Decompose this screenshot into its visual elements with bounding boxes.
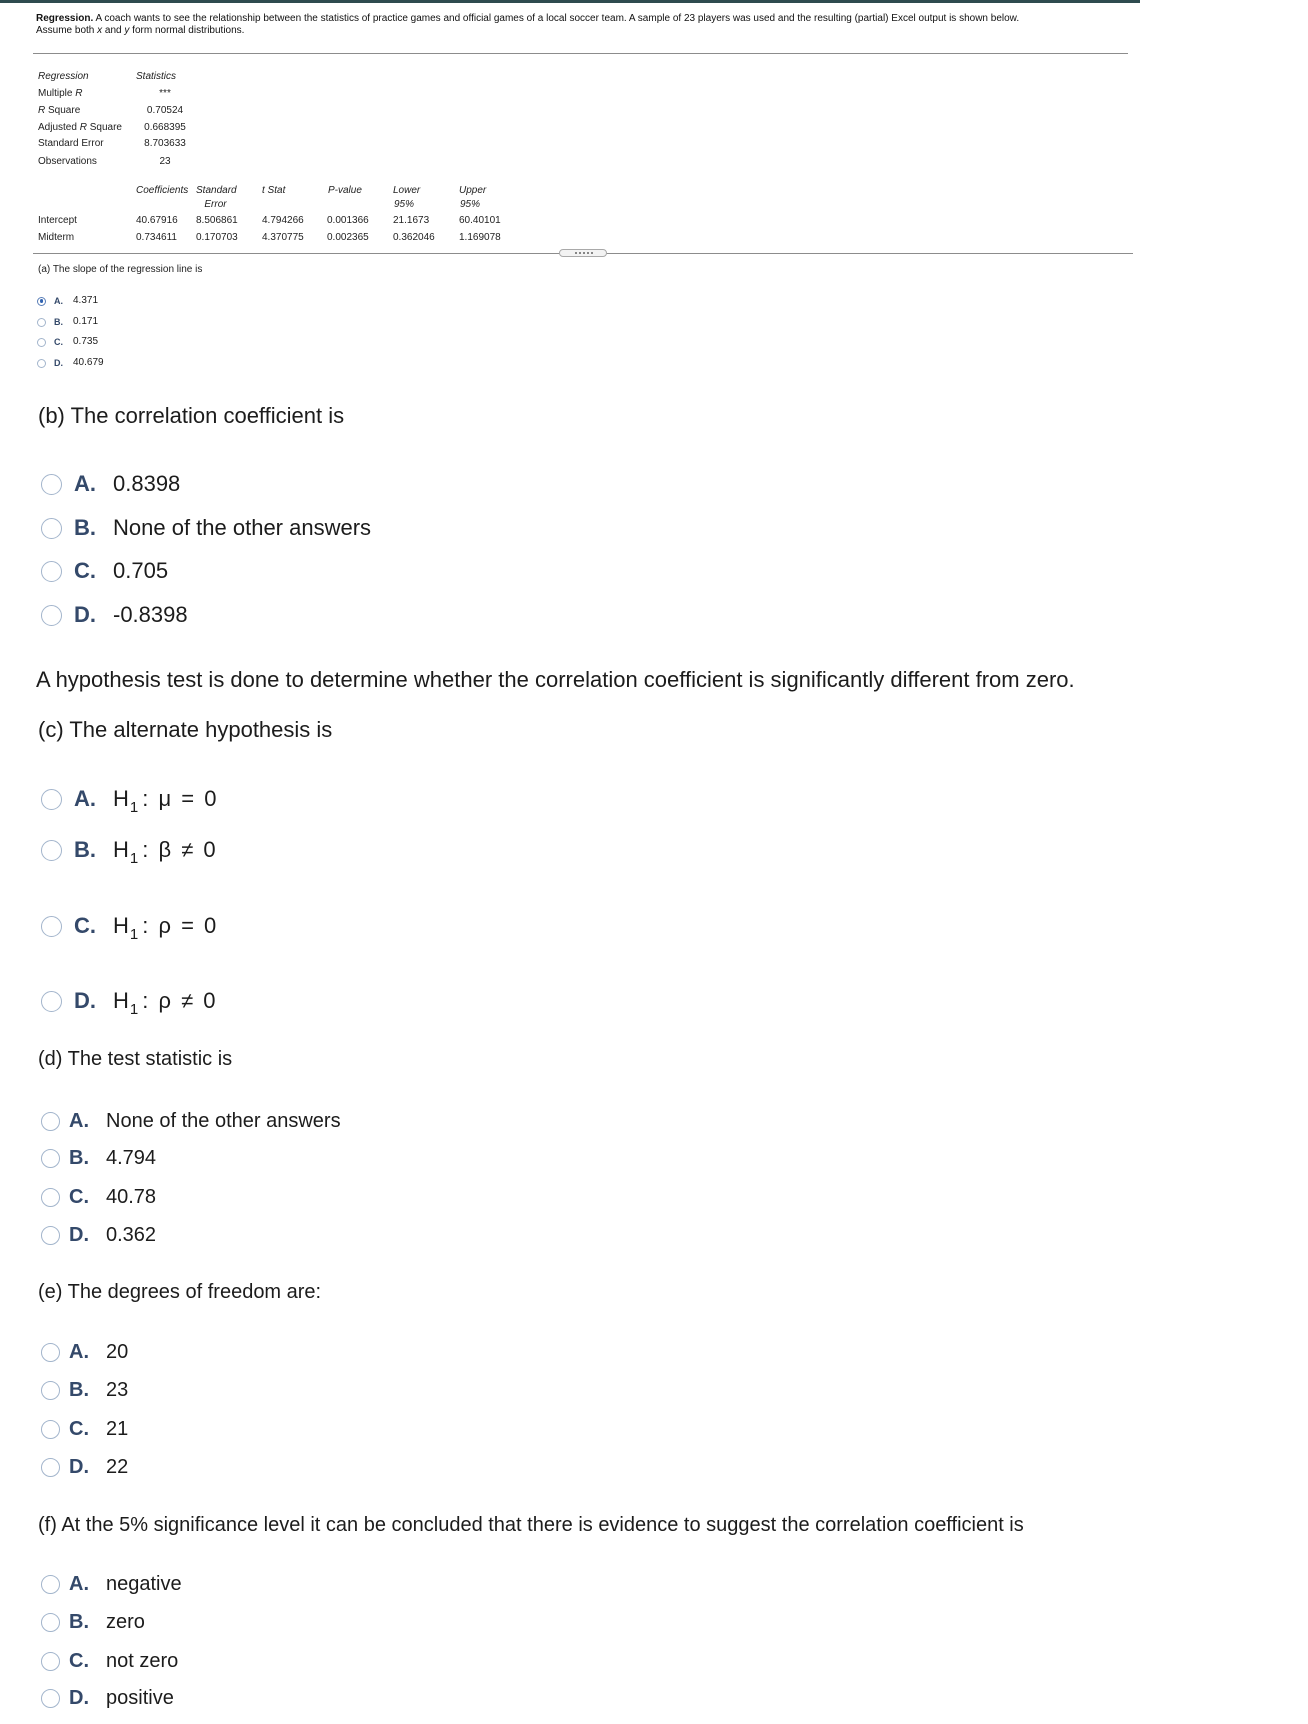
hypothesis-subscript: 1 <box>129 850 139 867</box>
table-cell: 40.67916 <box>136 215 178 226</box>
label-text: Multiple <box>38 88 76 99</box>
reg-stats-header-right: Statistics <box>136 71 177 82</box>
table-cell: 0.001366 <box>327 215 369 226</box>
radio-button[interactable] <box>37 359 46 368</box>
question-a-prompt: (a) The slope of the regression line is <box>38 264 203 275</box>
reg-stats-value-standard-error: 8.703633 <box>144 138 186 149</box>
option-hypothesis <box>113 784 216 817</box>
reg-stats-value-multiple-r: *** <box>159 88 171 99</box>
radio-button[interactable] <box>41 1226 60 1245</box>
option-text: 0.705 <box>113 558 169 583</box>
question-f-option-d[interactable] <box>0 1684 760 1712</box>
radio-button[interactable] <box>41 1575 60 1594</box>
question-f-prompt: (f) At the 5% significance level it can be concluded that there is evidence to suggest the correlation coefficient is <box>38 1514 1024 1536</box>
option-letter: A. <box>74 786 96 811</box>
option-letter: C. <box>54 337 63 347</box>
top-accent-bar <box>0 0 1140 3</box>
reg-stats-value-r-square: 0.70524 <box>146 105 184 116</box>
question-d-option-d[interactable] <box>0 1221 760 1249</box>
hypothesis-symbol: H <box>113 837 129 862</box>
reg-stats-label-adjusted-r-square <box>38 122 122 134</box>
col-header-upper-95: Upper <box>459 185 487 196</box>
option-letter: C. <box>69 1418 89 1440</box>
intro-text: form normal distributions. <box>129 25 245 36</box>
question-c-option-d[interactable] <box>0 986 760 1016</box>
option-letter: C. <box>74 913 96 938</box>
question-e-option-d[interactable] <box>0 1453 760 1481</box>
option-letter: A. <box>54 296 63 306</box>
option-letter: A. <box>69 1341 89 1363</box>
radio-button[interactable] <box>41 1652 60 1671</box>
table-cell: 0.362046 <box>393 232 435 243</box>
label-text: Square <box>86 122 122 133</box>
expand-toggle-button[interactable] <box>559 249 607 257</box>
radio-button[interactable] <box>41 916 62 937</box>
option-text: positive <box>106 1687 174 1709</box>
label-text: Adjusted <box>38 122 80 133</box>
more-dots-icon <box>574 252 594 254</box>
col-header-lower-95-line2: 95% <box>394 199 415 210</box>
label-text: R <box>79 122 87 133</box>
col-header-p-value: P-value <box>328 185 362 196</box>
option-text: 4.371 <box>73 295 99 306</box>
row-label-midterm: Midterm <box>38 232 75 243</box>
radio-button[interactable] <box>41 605 62 626</box>
table-cell: 0.170703 <box>196 232 238 243</box>
option-letter: D. <box>69 1456 89 1478</box>
option-hypothesis <box>113 986 216 1019</box>
question-a-option-a[interactable] <box>0 294 760 308</box>
col-header-lower-95: Lower <box>393 185 421 196</box>
option-text: -0.8398 <box>113 602 188 627</box>
problem-intro-line-2 <box>36 25 244 37</box>
reg-stats-label-multiple-r <box>38 88 82 100</box>
question-d-prompt: (d) The test statistic is <box>38 1048 233 1070</box>
radio-button[interactable] <box>41 474 62 495</box>
table-cell: 0.002365 <box>327 232 369 243</box>
radio-button[interactable] <box>37 297 46 306</box>
question-e-option-a[interactable] <box>0 1338 760 1366</box>
table-cell: 1.169078 <box>459 232 501 243</box>
option-text: 21 <box>106 1418 129 1440</box>
radio-button[interactable] <box>41 840 62 861</box>
question-d-option-c[interactable] <box>0 1183 760 1211</box>
label-text: R <box>38 105 46 116</box>
hypothesis-relation: : ρ ≠ 0 <box>142 988 216 1013</box>
question-d-option-a[interactable] <box>0 1107 760 1135</box>
option-letter: B. <box>69 1611 89 1633</box>
question-e-option-b[interactable] <box>0 1376 760 1404</box>
question-f-option-c[interactable] <box>0 1647 760 1675</box>
radio-button[interactable] <box>41 1188 60 1207</box>
option-letter: B. <box>69 1379 89 1401</box>
option-letter: D. <box>54 358 63 368</box>
radio-button[interactable] <box>41 1689 60 1708</box>
reg-stats-value-observations: 23 <box>159 156 171 167</box>
table-cell: 8.506861 <box>196 215 238 226</box>
radio-button[interactable] <box>41 1420 60 1439</box>
reg-stats-value-adjusted-r-square: 0.668395 <box>144 122 186 133</box>
intro-text: and <box>102 25 125 36</box>
table-cell: 21.1673 <box>393 215 430 226</box>
option-letter: D. <box>74 602 96 627</box>
question-c-option-b[interactable] <box>0 835 760 865</box>
col-header-standard-error: Standard <box>196 185 237 196</box>
radio-button[interactable] <box>37 318 46 327</box>
hypothesis-symbol: H <box>113 786 129 811</box>
radio-button[interactable] <box>41 1149 60 1168</box>
option-text: 23 <box>106 1379 129 1401</box>
hypothesis-subscript: 1 <box>129 799 139 816</box>
question-b-option-d[interactable] <box>0 600 760 630</box>
question-f-option-a[interactable] <box>0 1570 760 1598</box>
table-cell: 4.370775 <box>262 232 304 243</box>
radio-button[interactable] <box>41 561 62 582</box>
option-text: not zero <box>106 1650 179 1672</box>
option-hypothesis <box>113 911 216 944</box>
option-letter: B. <box>69 1147 89 1169</box>
question-a-option-b[interactable] <box>0 315 760 329</box>
question-f-option-b[interactable] <box>0 1608 760 1636</box>
problem-intro-text: A coach wants to see the relationship between the statistics of practice games and official games of a local soccer team. A sample of 23 players was used and the resulting (partial) Excel output is shown below. <box>93 13 1020 24</box>
reg-stats-label-standard-error: Standard Error <box>38 138 104 149</box>
radio-button[interactable] <box>41 1381 60 1400</box>
question-b-option-c[interactable] <box>0 556 760 586</box>
table-cell: 0.734611 <box>136 232 177 243</box>
radio-button[interactable] <box>41 1112 60 1131</box>
option-text: 4.794 <box>106 1147 157 1169</box>
option-text: 0.171 <box>73 316 99 327</box>
option-text: 40.78 <box>106 1186 157 1208</box>
option-letter: B. <box>74 837 96 862</box>
question-b-option-a[interactable] <box>0 469 760 499</box>
question-e-prompt: (e) The degrees of freedom are: <box>38 1281 322 1303</box>
option-letter: A. <box>74 471 96 496</box>
option-text: None of the other answers <box>106 1110 341 1132</box>
option-text: negative <box>106 1573 182 1595</box>
hypothesis-symbol: H <box>113 913 129 938</box>
option-letter: D. <box>69 1687 89 1709</box>
col-header-coefficients: Coefficients <box>136 185 189 196</box>
table-cell: 4.794266 <box>262 215 304 226</box>
option-hypothesis <box>113 835 216 868</box>
problem-intro-line-1 <box>36 13 1019 25</box>
hypothesis-relation: : μ = 0 <box>142 786 217 811</box>
label-text: Square <box>45 105 81 116</box>
option-letter: A. <box>69 1110 89 1132</box>
question-b-option-b[interactable] <box>0 513 760 543</box>
option-text: 22 <box>106 1456 129 1478</box>
option-text: 0.362 <box>106 1224 157 1246</box>
question-d-option-b[interactable] <box>0 1144 760 1172</box>
option-text: None of the other answers <box>113 515 372 540</box>
divider <box>33 53 1128 54</box>
hypothesis-symbol: H <box>113 988 129 1013</box>
reg-stats-label-observations: Observations <box>38 156 97 167</box>
option-text: zero <box>106 1611 145 1633</box>
hypothesis-relation: : ρ = 0 <box>142 913 217 938</box>
question-a-option-d[interactable] <box>0 356 760 370</box>
col-header-standard-error-line2: Error <box>204 199 227 210</box>
option-letter: C. <box>74 558 96 583</box>
hypothesis-subscript: 1 <box>129 1001 139 1018</box>
hypothesis-subscript: 1 <box>129 926 139 943</box>
option-letter: D. <box>69 1224 89 1246</box>
radio-button[interactable] <box>41 1458 60 1477</box>
option-letter: B. <box>54 317 63 327</box>
reg-stats-header-left: Regression <box>38 71 89 82</box>
table-cell: 60.40101 <box>459 215 501 226</box>
hypothesis-relation: : β ≠ 0 <box>142 837 216 862</box>
radio-button[interactable] <box>37 338 46 347</box>
question-e-option-c[interactable] <box>0 1415 760 1443</box>
option-letter: A. <box>69 1573 89 1595</box>
option-letter: B. <box>74 515 96 540</box>
option-text: 40.679 <box>73 357 104 368</box>
question-a-option-c[interactable] <box>0 335 760 349</box>
question-c-option-a[interactable] <box>0 784 760 814</box>
radio-button[interactable] <box>41 1343 60 1362</box>
option-letter: D. <box>74 988 96 1013</box>
question-b-prompt: (b) The correlation coefficient is <box>38 403 345 428</box>
question-c-option-c[interactable] <box>0 911 760 941</box>
col-header-upper-95-line2: 95% <box>460 199 481 210</box>
variable-x: x <box>97 25 103 36</box>
option-letter: C. <box>69 1186 89 1208</box>
option-text: 0.8398 <box>113 471 181 496</box>
option-letter: C. <box>69 1650 89 1672</box>
radio-button[interactable] <box>41 518 62 539</box>
problem-title: Regression. <box>36 13 94 24</box>
radio-button[interactable] <box>41 991 62 1012</box>
intro-text: Assume both <box>36 25 98 36</box>
option-text: 20 <box>106 1341 129 1363</box>
option-text: 0.735 <box>73 336 99 347</box>
reg-stats-label-r-square <box>38 105 80 117</box>
col-header-t-stat: t Stat <box>262 185 286 196</box>
variable-y: y <box>124 25 130 36</box>
radio-button[interactable] <box>41 1613 60 1632</box>
hypothesis-statement: A hypothesis test is done to determine whether the correlation coefficient is significantly different from zero. <box>36 667 1075 692</box>
radio-button[interactable] <box>41 789 62 810</box>
question-c-prompt: (c) The alternate hypothesis is <box>38 717 333 742</box>
label-text: R <box>75 88 83 99</box>
row-label-intercept: Intercept <box>38 215 77 226</box>
